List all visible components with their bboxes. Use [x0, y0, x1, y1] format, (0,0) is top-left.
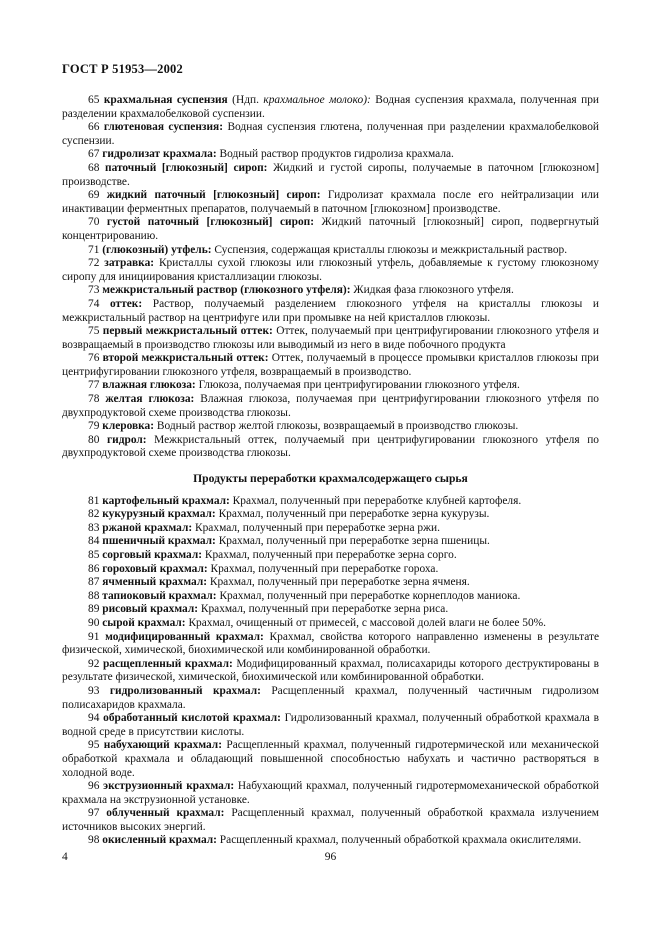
term-entry	[62, 352, 599, 379]
term-definition: Крахмал, полученный при переработке зерна пшеницы.	[215, 535, 490, 548]
term-name: ячменный крахмал:	[102, 576, 208, 589]
term-entry	[62, 712, 599, 739]
term-definition: Глюкоза, получаемая при центрифугировании глюкозного утфеля.	[195, 379, 520, 392]
section-title: Продукты переработки крахмалсодержащего сырья	[193, 472, 468, 486]
term-entry	[62, 590, 599, 604]
term-entry	[62, 617, 599, 631]
term-name: глютеновая суспензия:	[103, 121, 224, 134]
term-entry	[62, 284, 599, 298]
term-name: экструзионный крахмал:	[103, 780, 235, 793]
term-name: тапиоковый крахмал:	[102, 589, 217, 602]
term-entry	[62, 434, 599, 461]
term-entry	[62, 508, 599, 522]
term-name: оттек:	[110, 297, 143, 310]
term-name: (глюкозный) утфель:	[102, 243, 212, 256]
term-entry	[62, 658, 599, 685]
document-header: ГОСТ Р 51953—2002	[62, 62, 183, 76]
term-number: 79	[88, 420, 100, 433]
term-definition: Крахмал, полученный при переработке зерна риса.	[198, 603, 449, 616]
term-name: густой паточный [глюкозный] сироп:	[106, 216, 315, 229]
term-entry	[62, 162, 599, 189]
term-entry	[62, 685, 599, 712]
term-name: второй межкристальный оттек:	[102, 352, 269, 365]
term-definition: Межкристальный оттек, получаемый при центрифугировании глюкозного утфеля по двухпродуктовой схеме производства глюкозы.	[62, 433, 599, 460]
term-number: 97	[88, 807, 100, 820]
term-note-italic: крахмальное молоко):	[263, 94, 371, 106]
term-entry	[62, 393, 599, 420]
terms-list-starch-products	[62, 495, 599, 848]
term-name: ржаной крахмал:	[102, 521, 193, 534]
term-definition: Крахмал, полученный при переработке гороха.	[207, 562, 439, 575]
term-entry	[62, 325, 599, 352]
term-number: 87	[88, 576, 100, 589]
term-name: сорговый крахмал:	[102, 549, 203, 561]
document-body	[62, 94, 599, 848]
term-definition: Крахмал, полученный при переработке зерна кукурузы.	[215, 508, 490, 521]
term-name: расщепленный крахмал:	[102, 657, 233, 670]
term-definition: Жидкий паточный [глюкозный] сироп, подвергнутый концентрированию.	[62, 216, 599, 242]
term-definition: Кристаллы сухой глюкозы или глюкозный утфель, добавляемые к густому глюкозному сиропу для инициирования кристаллизации глюкозы.	[62, 257, 599, 283]
page-number-center: 96	[324, 851, 337, 863]
term-entry	[62, 148, 599, 162]
term-entry	[62, 603, 599, 617]
term-name: гидролизованный крахмал:	[109, 684, 261, 697]
term-name: набухающий крахмал:	[103, 739, 222, 752]
term-name: крахмальная суспензия	[103, 94, 228, 106]
term-number: 89	[88, 603, 100, 616]
term-definition: Жидкий и густой сиропы, получаемые в паточном [глюкозном] производстве.	[62, 161, 599, 188]
term-entry	[62, 189, 599, 216]
term-definition: Крахмал, полученный при переработке зерна ржи.	[192, 521, 440, 534]
term-name: жидкий паточный [глюкозный] сироп:	[106, 189, 321, 202]
term-definition: Крахмал, полученный при переработке клубней картофеля.	[229, 494, 522, 507]
term-name: гидролизат крахмала:	[102, 148, 217, 161]
term-name: влажная глюкоза:	[102, 379, 196, 392]
term-definition: Расщепленный крахмал, полученный частичным гидролизом полисахаридов крахмала.	[62, 684, 599, 711]
term-number: 92	[88, 657, 100, 670]
term-entry	[62, 780, 599, 807]
term-entry	[62, 631, 599, 658]
term-entry	[62, 807, 599, 834]
term-number: 71	[88, 243, 100, 256]
term-number: 74	[88, 297, 100, 310]
term-definition: Модифицированный крахмал, полисахариды которого деструктированы в результате физической, химической, биохимической или комбинированной обработки.	[62, 657, 599, 684]
term-entry	[62, 121, 599, 148]
term-number: 77	[88, 379, 100, 392]
term-number: 84	[88, 535, 100, 548]
term-entry	[62, 495, 599, 509]
term-definition: Расщепленный крахмал, полученный обработкой крахмала излучением источников высоких энергий.	[62, 807, 599, 833]
term-definition: Водный раствор продуктов гидролиза крахмала.	[216, 148, 454, 161]
term-definition: Крахмал, очищенный от примесей, с массовой долей влаги не более 50%.	[185, 616, 546, 629]
term-entry	[62, 576, 599, 590]
term-entry	[62, 298, 599, 325]
term-number: 69	[88, 189, 100, 202]
term-entry	[62, 244, 599, 258]
term-entry	[62, 216, 599, 243]
term-number: 76	[88, 352, 100, 365]
term-note: (Ндп.	[227, 94, 264, 106]
term-definition: Суспензия, содержащая кристаллы глюкозы и межкристальный раствор.	[211, 243, 568, 256]
term-definition: Крахмал, полученный при переработке корнеплодов маниока.	[216, 589, 521, 602]
term-name: затравка:	[104, 257, 155, 270]
term-number: 67	[88, 148, 100, 161]
term-number: 91	[88, 630, 100, 643]
term-number: 88	[88, 589, 100, 602]
term-name: картофельный крахмал:	[102, 494, 230, 507]
term-name: окисленный крахмал:	[102, 834, 217, 847]
term-name: рисовый крахмал:	[102, 603, 199, 616]
term-entry	[62, 834, 599, 848]
term-definition: Крахмал, свойства которого направленно изменены в результате физической, химической, биохимической или комбинированной обработки.	[62, 630, 600, 657]
term-definition: Влажная глюкоза, получаемая при центрифугировании глюкозного утфеля по двухпродуктовой схеме производства глюкозы.	[62, 393, 599, 419]
term-entry	[62, 535, 599, 549]
term-name: обработанный кислотой крахмал:	[103, 712, 281, 725]
term-entry	[62, 379, 599, 393]
term-number: 83	[88, 521, 100, 534]
term-entry	[62, 94, 599, 121]
term-name: первый межкристальный оттек:	[102, 325, 273, 338]
term-number: 73	[88, 284, 100, 297]
term-number: 90	[88, 616, 100, 629]
term-definition: Оттек, получаемый в процессе промывки кристаллов глюкозы при центрифугировании глюкозного утфеля, возвращаемый в производство.	[62, 352, 599, 378]
term-entry	[62, 739, 599, 780]
term-number: 72	[88, 257, 100, 270]
term-number: 95	[88, 739, 100, 752]
term-number: 70	[88, 216, 100, 229]
term-definition: Крахмал, полученный при переработке зерна ячменя.	[207, 576, 470, 589]
term-number: 96	[88, 780, 100, 793]
term-number: 82	[88, 508, 100, 521]
term-definition: Гидролизат крахмала после его нейтрализации или инактивации ферментных препаратов, получаемый в паточном [глюкозном] производстве.	[62, 189, 599, 215]
term-number: 81	[88, 494, 100, 507]
page-number-left: 4	[62, 851, 68, 863]
term-entry	[62, 257, 599, 284]
term-number: 80	[88, 433, 100, 446]
term-definition: Раствор, получаемый разделением глюкозного утфеля на кристаллы глюкозы и межкристальный раствор на центрифуге или при промывке на ней кристаллов глюкозы.	[62, 297, 599, 324]
term-definition: Крахмал, полученный при переработке зерна сорго.	[202, 549, 457, 561]
term-number: 98	[88, 834, 100, 847]
term-entry	[62, 420, 599, 434]
term-name: клеровка:	[102, 420, 155, 433]
term-number: 66	[88, 121, 100, 134]
term-number: 94	[88, 712, 100, 725]
term-entry	[62, 549, 599, 563]
terms-list-glucose	[62, 94, 599, 461]
term-entry	[62, 522, 599, 536]
term-definition: Оттек, получаемый при центрифугировании глюкозного утфеля и возвращаемый в производство глюкозы или выводимый из него в виде побочного продукта	[62, 325, 599, 351]
term-entry	[62, 563, 599, 577]
term-name: кукурузный крахмал:	[102, 508, 216, 521]
term-name: сырой крахмал:	[102, 616, 186, 629]
term-number: 86	[88, 562, 100, 575]
term-name: межкристальный раствор (глюкозного утфеля):	[102, 284, 351, 297]
term-name: желтая глюкоза:	[105, 393, 195, 406]
term-definition: Водный раствор желтой глюкозы, возвращаемый в производство глюкозы.	[154, 420, 519, 433]
term-name: гороховый крахмал:	[102, 562, 208, 575]
term-definition: Набухающий крахмал, полученный гидротермомеханической обработкой крахмала на экструзионной установке.	[62, 780, 599, 806]
term-definition: Гидролизованный крахмал, полученный обработкой крахмала в водной среде в присутствии кислоты.	[62, 712, 599, 738]
term-number: 93	[88, 684, 100, 697]
term-name: пшеничный крахмал:	[102, 535, 216, 548]
term-definition: Жидкая фаза глюкозного утфеля.	[350, 284, 514, 297]
term-number: 65	[88, 94, 100, 106]
term-definition: Расщепленный крахмал, полученный обработкой крахмала окислителями.	[216, 834, 582, 847]
term-number: 78	[88, 393, 100, 406]
term-number: 75	[88, 325, 100, 338]
term-name: модифицированный крахмал:	[105, 630, 264, 643]
term-definition: Водная суспензия крахмала, полученная при разделении крахмалобелковой суспензии.	[62, 94, 599, 120]
term-number: 85	[88, 549, 100, 561]
term-name: облученный крахмал:	[106, 807, 225, 820]
term-name: паточный [глюкозный] сироп:	[105, 161, 268, 174]
term-definition: Расщепленный крахмал, полученный гидротермической или механической обработкой крахмала и обладающий повышенной способностью набухать и частично растворяться в холодной воде.	[62, 739, 599, 779]
term-definition: Водная суспензия глютена, полученная при разделении крахмалобелковой суспензии.	[62, 121, 599, 147]
term-name: гидрол:	[106, 433, 147, 446]
term-number: 68	[88, 161, 100, 174]
